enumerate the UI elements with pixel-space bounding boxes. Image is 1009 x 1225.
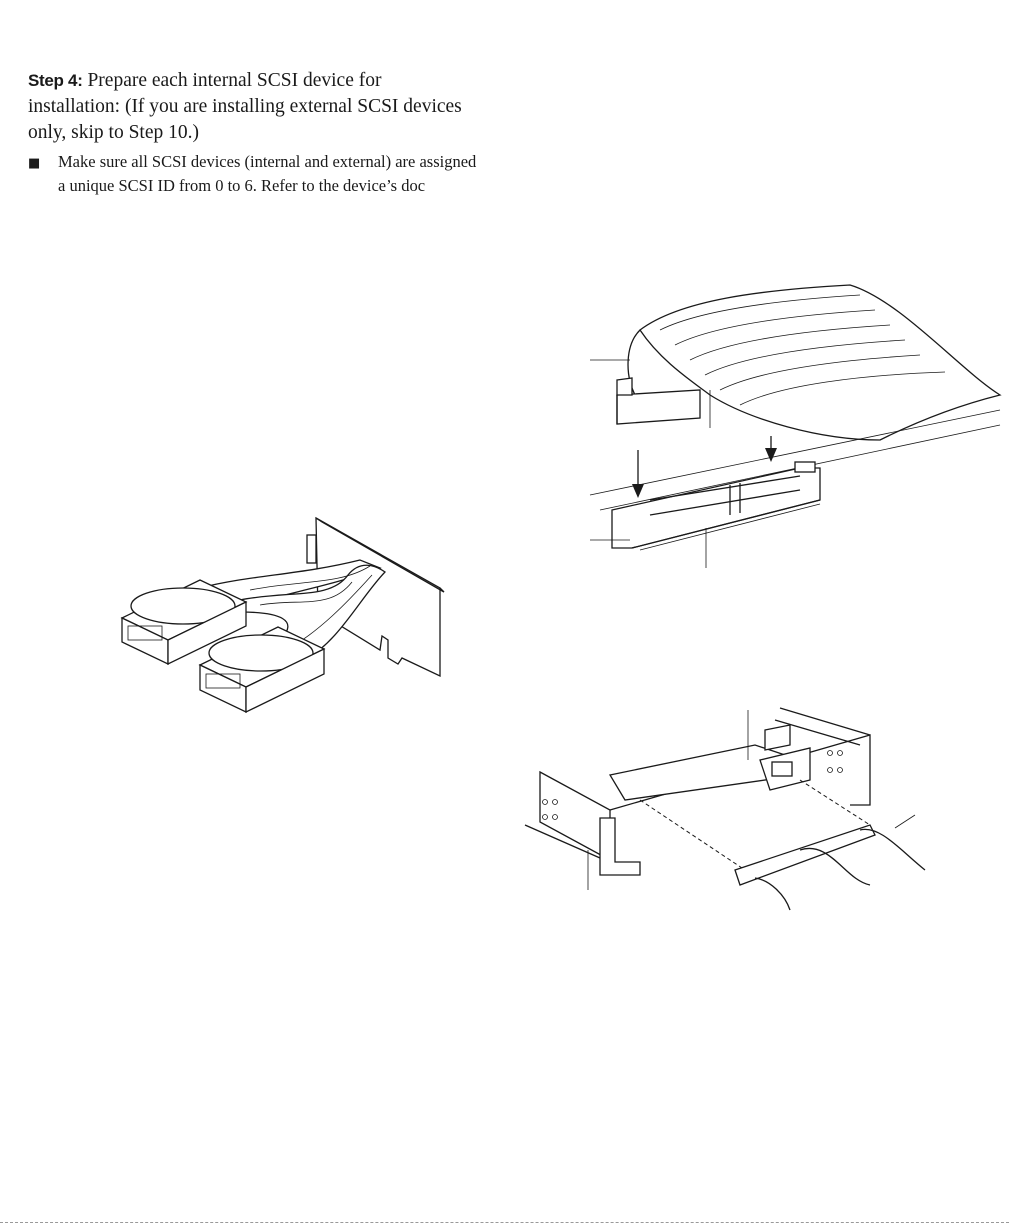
drive-ribbon-illustration (525, 708, 925, 910)
bullet-text: Make sure all SCSI devices (internal and external) are assigned a unique SCSI ID from 0 to 6. Refer to the device’s doc (58, 152, 477, 195)
bullet-marker-icon: ■ (28, 156, 41, 171)
page-bottom-rule (0, 1222, 1009, 1223)
step-text: Prepare each internal SCSI device for installation: (If you are installing external SCSI devices only, skip to Step 10.) (28, 70, 462, 143)
step-label: Step 4: (28, 71, 83, 90)
ribbon-connector-illustration (590, 285, 1000, 568)
scsi-card-with-drives-illustration (122, 518, 444, 712)
